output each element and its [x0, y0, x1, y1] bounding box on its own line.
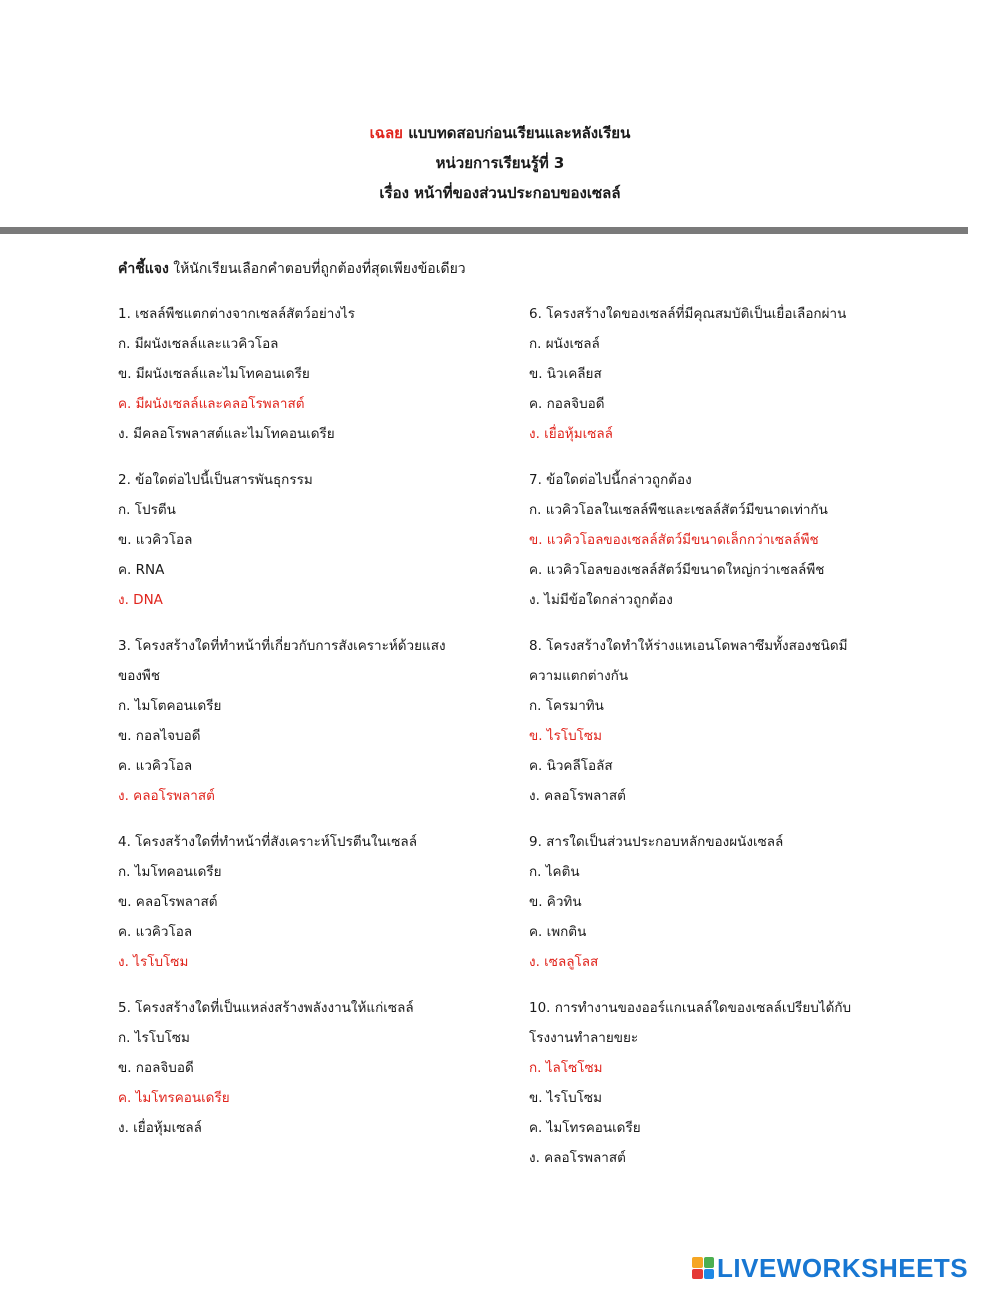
answer-choice: ก. มีผนังเซลล์และแวคิวโอล [118, 336, 279, 352]
logo-square [704, 1257, 715, 1268]
answer-choice: ข. กอลไจบอดี [118, 728, 201, 744]
header-divider [0, 227, 968, 234]
answer-choice: ง. ไม่มีข้อใดกล่าวถูกต้อง [529, 592, 673, 608]
question-text: 3. โครงสร้างใดที่ทำหน้าที่เกี่ยวกับการสังเคราะห์ด้วยแสง [118, 638, 446, 654]
answer-choice: ก. ไมโตคอนเดรีย [118, 698, 222, 714]
question-text: ความแตกต่างกัน [529, 668, 629, 684]
answer-choice: ข. คลอโรพลาสต์ [118, 894, 218, 910]
answer-choice-correct: ก. ไลโซโซม [529, 1060, 603, 1076]
question-text: 2. ข้อใดต่อไปนี้เป็นสารพันธุกรรม [118, 472, 313, 488]
answer-choice: ข. คิวทิน [529, 894, 582, 910]
answer-choice: ง. มีคลอโรพลาสต์และไมโทคอนเดรีย [118, 426, 335, 442]
question-block [118, 465, 518, 615]
answer-choice: ก. ผนังเซลล์ [529, 336, 600, 352]
answer-choice-correct: ค. ไมโทรคอนเดรีย [118, 1090, 230, 1106]
question-column-left [118, 299, 518, 1159]
answer-choice: ค. เพกติน [529, 924, 587, 940]
answer-choice-correct: ง. เซลลูโลส [529, 954, 599, 970]
answer-choice-correct: ข. ไรโบโซม [529, 728, 602, 744]
question-block [118, 827, 518, 977]
question-text: 1. เซลล์พืชแตกต่างจากเซลล์สัตว์อย่างไร [118, 306, 355, 322]
answer-choice: ข. นิวเคลียส [529, 366, 602, 382]
answer-choice: ค. แวคิวโอลของเซลล์สัตว์มีขนาดใหญ่กว่าเซลล์พืช [529, 562, 825, 578]
answer-choice: ง. คลอโรพลาสต์ [529, 1150, 626, 1166]
question-text: 4. โครงสร้างใดที่ทำหน้าที่สังเคราะห์โปรตีนในเซลล์ [118, 834, 417, 850]
instructions-text: ให้นักเรียนเลือกคำตอบที่ถูกต้องที่สุดเพียงข้อเดียว [168, 261, 466, 277]
question-text: ของพืช [118, 668, 160, 684]
question-text: 7. ข้อใดต่อไปนี้กล่าวถูกต้อง [529, 472, 692, 488]
answer-choice: ก. โปรตีน [118, 502, 176, 518]
question-text: 8. โครงสร้างใดทำให้ร่างแหเอนโดพลาซึมทั้งสองชนิดมี [529, 638, 848, 654]
brand-logo [692, 1251, 968, 1285]
brand-wordmark: LIVEWORKSHEETS [717, 1252, 969, 1283]
answer-choice: ค. ไมโทรคอนเดรีย [529, 1120, 641, 1136]
answer-choice-correct: ค. มีผนังเซลล์และคลอโรพลาสต์ [118, 396, 305, 412]
question-text: โรงงานทำลายขยะ [529, 1030, 639, 1046]
question-block [118, 993, 518, 1143]
document-title [0, 118, 1000, 148]
answer-key-label: เฉลย [369, 124, 403, 142]
question-text: 6. โครงสร้างใดของเซลล์ที่มีคุณสมบัติเป็นเยื่อเลือกผ่าน [529, 306, 847, 322]
question-block [118, 299, 518, 449]
answer-choice-correct: ง. เยื่อหุ้มเซลล์ [529, 426, 613, 442]
question-block [529, 631, 969, 811]
question-block [118, 631, 518, 811]
answer-choice: ค. นิวคลีโอลัส [529, 758, 613, 774]
logo-square [692, 1269, 703, 1280]
logo-square [704, 1269, 715, 1280]
answer-choice-correct: ง. ไรโบโซม [118, 954, 189, 970]
title-text: แบบทดสอบก่อนเรียนและหลังเรียน [402, 124, 631, 142]
question-column-right [529, 299, 969, 1189]
question-text: 9. สารใดเป็นส่วนประกอบหลักของผนังเซลล์ [529, 834, 784, 850]
instructions [118, 256, 466, 282]
logo-square [692, 1257, 703, 1268]
answer-choice: ง. เยื่อหุ้มเซลล์ [118, 1120, 202, 1136]
answer-choice: ก. ไรโบโซม [118, 1030, 190, 1046]
topic-title: เรื่อง หน้าที่ของส่วนประกอบของเซลล์ [379, 184, 621, 202]
question-block [529, 465, 969, 615]
answer-choice-correct: ง. คลอโรพลาสต์ [118, 788, 215, 804]
question-block [529, 993, 969, 1173]
answer-choice-correct: ง. DNA [118, 592, 163, 608]
question-text: 10. การทำงานของออร์แกเนลล์ใดของเซลล์เปรียบได้กับ [529, 1000, 852, 1016]
answer-choice: ข. กอลจิบอดี [118, 1060, 194, 1076]
answer-choice: ข. มีผนังเซลล์และไมโทคอนเดรีย [118, 366, 310, 382]
answer-choice: ค. แวคิวโอล [118, 924, 193, 940]
question-block [529, 827, 969, 977]
answer-choice: ค. กอลจิบอดี [529, 396, 605, 412]
answer-choice: ก. ไมโทคอนเดรีย [118, 864, 222, 880]
unit-title: หน่วยการเรียนรู้ที่ 3 [435, 154, 565, 172]
answer-choice: ง. คลอโรพลาสต์ [529, 788, 626, 804]
document-header [0, 118, 1000, 208]
question-text: 5. โครงสร้างใดที่เป็นแหล่งสร้างพลังงานให้แก่เซลล์ [118, 1000, 414, 1016]
instructions-label: คำชี้แจง [118, 261, 169, 277]
question-block [529, 299, 969, 449]
answer-choice: ค. RNA [118, 562, 165, 578]
answer-choice: ข. ไรโบโซม [529, 1090, 602, 1106]
answer-choice: ก. ไคติน [529, 864, 580, 880]
answer-choice: ก. แวคิวโอลในเซลล์พืชและเซลล์สัตว์มีขนาดเท่ากัน [529, 502, 828, 518]
answer-choice: ข. แวคิวโอล [118, 532, 193, 548]
answer-choice-correct: ข. แวคิวโอลของเซลล์สัตว์มีขนาดเล็กกว่าเซลล์พืช [529, 532, 819, 548]
answer-choice: ก. โครมาทิน [529, 698, 604, 714]
answer-choice: ค. แวคิวโอล [118, 758, 193, 774]
liveworksheets-logo-icon [692, 1257, 714, 1279]
